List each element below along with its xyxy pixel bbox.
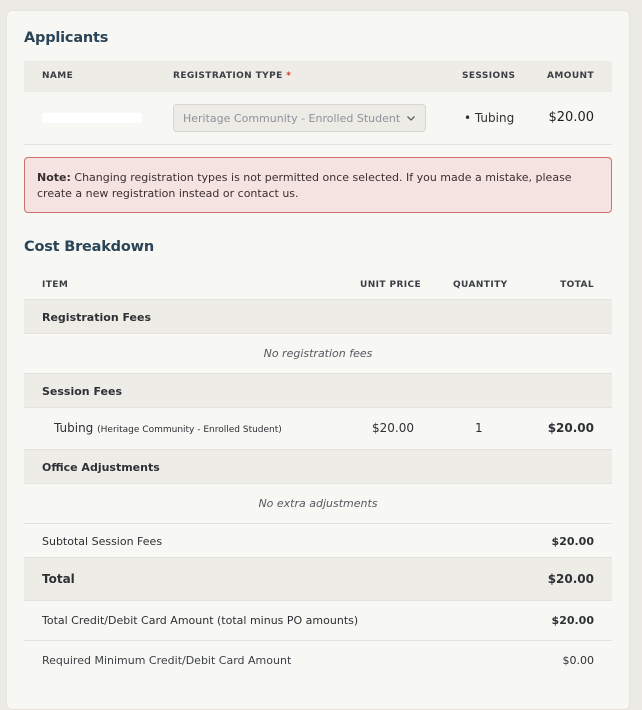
session-fee-total: $20.00: [547, 421, 594, 435]
session-fees-label: Session Fees: [42, 385, 123, 398]
redacted-applicant-name: [42, 113, 142, 123]
column-amount: AMOUNT: [547, 71, 594, 81]
registration-type-select[interactable]: [173, 104, 426, 132]
card-total-value: $20.00: [551, 614, 594, 627]
card-total-row: [24, 601, 612, 641]
registration-type-value: Heritage Community - Enrolled Student: [183, 112, 401, 125]
subtotal-value: $20.00: [551, 535, 594, 548]
min-card-value: $0.00: [562, 654, 594, 667]
cost-breakdown-table: [24, 270, 612, 690]
total-row: [24, 558, 612, 601]
total-value: $20.00: [547, 572, 594, 586]
registration-fees-section: [24, 300, 612, 334]
applicants-table-header: [24, 61, 612, 92]
total-label: Total: [42, 572, 75, 586]
session-fee-name: Tubing: [54, 421, 94, 435]
column-total: TOTAL: [560, 280, 594, 290]
session-fee-item: [54, 421, 282, 435]
chevron-down-icon: [406, 113, 416, 126]
card-total-label: Total Credit/Debit Card Amount (total minus PO amounts): [42, 614, 359, 627]
applicants-heading: Applicants: [24, 30, 109, 46]
column-quantity: QUANTITY: [453, 280, 508, 290]
note-label: Note:: [37, 171, 71, 184]
bullet-icon: •: [464, 111, 475, 125]
column-registration-type-label: REGISTRATION TYPE: [173, 71, 283, 81]
session-fee-unit-price: $20.00: [372, 421, 414, 435]
office-adjustments-empty-row: [24, 484, 612, 524]
applicant-row: [24, 92, 612, 145]
min-card-label: Required Minimum Credit/Debit Card Amount: [42, 654, 292, 667]
column-sessions: SESSIONS: [462, 71, 516, 81]
office-adjustments-label: Office Adjustments: [42, 461, 160, 474]
session-fee-quantity: 1: [475, 421, 483, 435]
column-item: ITEM: [42, 280, 69, 290]
registration-fees-empty-row: [24, 334, 612, 374]
required-asterisk: *: [286, 71, 292, 81]
session-fee-row: [24, 408, 612, 450]
min-card-row: [24, 641, 612, 681]
registration-fees-empty: No registration fees: [263, 347, 373, 360]
session-name: Tubing: [474, 111, 515, 125]
registration-fees-label: Registration Fees: [42, 311, 152, 324]
session-fee-detail: (Heritage Community - Enrolled Student): [97, 425, 282, 435]
registration-note: [24, 157, 612, 213]
applicant-amount: $20.00: [548, 110, 594, 125]
session-list-item: [464, 111, 514, 125]
column-name: NAME: [42, 71, 74, 81]
cost-table-header: [24, 270, 612, 300]
cost-breakdown-heading: Cost Breakdown: [24, 239, 154, 255]
office-adjustments-empty: No extra adjustments: [258, 497, 378, 510]
column-unit-price: UNIT PRICE: [360, 280, 422, 290]
office-adjustments-section: [24, 450, 612, 484]
subtotal-label: Subtotal Session Fees: [42, 535, 163, 548]
subtotal-row: [24, 524, 612, 558]
note-text: Changing registration types is not permitted once selected. If you made a mistake, please create a new registration instead or contact us.: [37, 171, 572, 200]
column-registration-type: [173, 71, 291, 81]
session-fees-section: [24, 374, 612, 408]
